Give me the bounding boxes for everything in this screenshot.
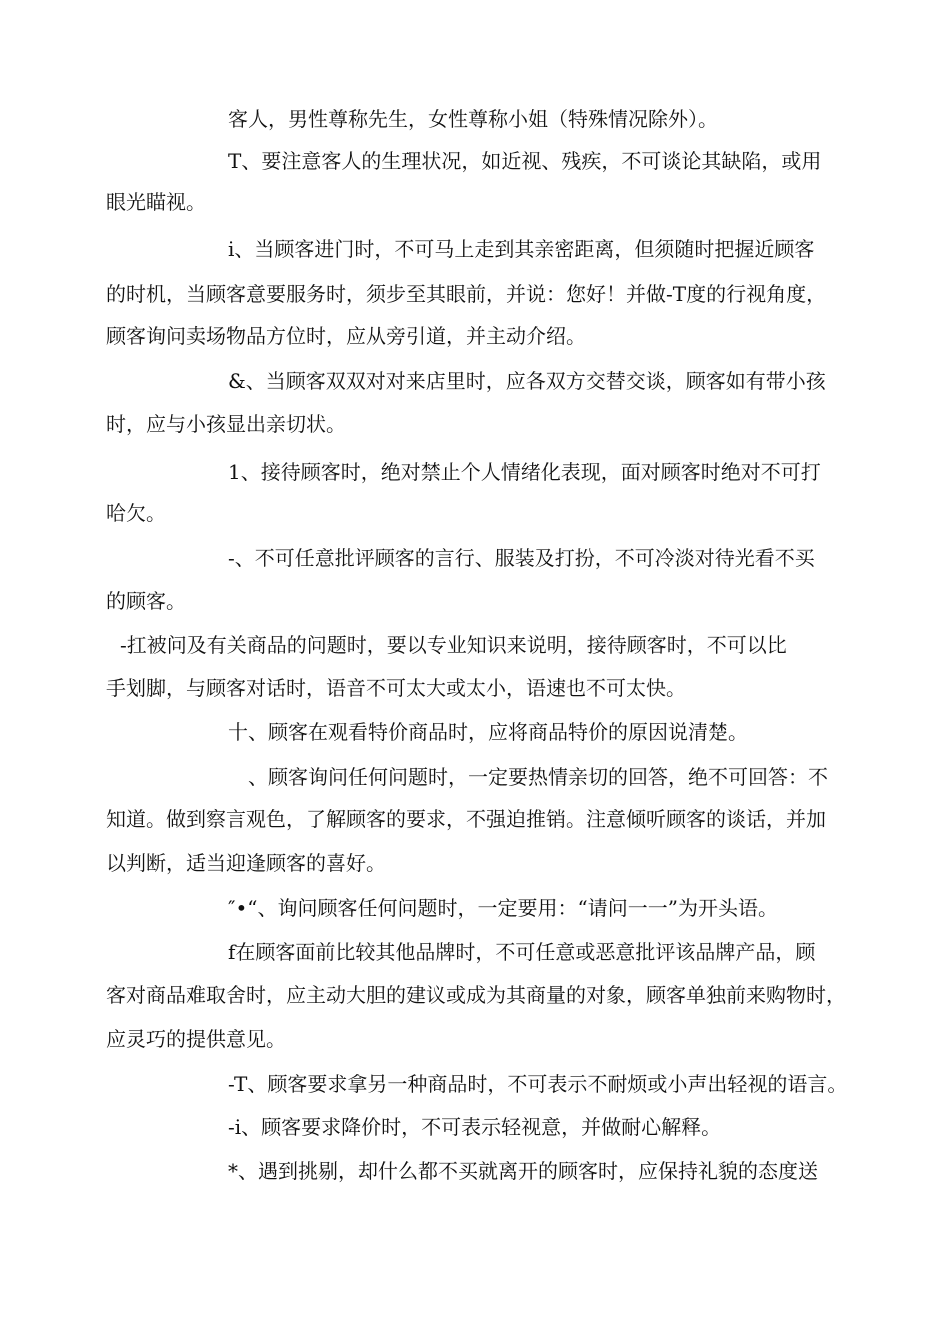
text-line: 的顾客。 — [106, 589, 186, 613]
text-line: 十、顾客在观看特价商品时，应将商品特价的原因说清楚。 — [228, 720, 748, 744]
text-line: 哈欠。 — [106, 501, 166, 525]
text-line: 知道。做到察言观色，了解顾客的要求，不强迫推销。注意倾听顾客的谈话，并加 — [106, 807, 826, 831]
text-line: *、遇到挑剔，却什么都不买就离开的顾客时，应保持礼貌的态度送 — [228, 1159, 818, 1183]
text-line: T、要注意客人的生理状况，如近视、残疾，不可谈论其缺陷，或用 — [228, 149, 822, 173]
text-line: -、不可任意批评顾客的言行、服装及打扮，不可冷淡对待光看不买 — [228, 546, 815, 570]
text-line: 客对商品难取舍时，应主动大胆的建议或成为其商量的对象，顾客单独前来购物时， — [106, 983, 846, 1007]
text-line: 、顾客询问任何问题时，一定要热情亲切的回答，绝不可回答：不 — [248, 765, 828, 789]
text-line: 客人，男性尊称先生，女性尊称小姐（特殊情况除外）。 — [228, 107, 718, 131]
text-line: -T、顾客要求拿另一种商品时，不可表示不耐烦或小声出轻视的语言。 — [228, 1072, 848, 1096]
text-line: 时，应与小孩显出亲切状。 — [106, 412, 346, 436]
text-line: ″•“、询问顾客任何问题时，一定要用：“请问一一”为开头语。 — [228, 896, 778, 920]
text-line: 应灵巧的提供意见。 — [106, 1027, 286, 1051]
text-line: 1、接待顾客时，绝对禁止个人情绪化表现，面对顾客时绝对不可打 — [228, 460, 821, 484]
text-line: 顾客询问卖场物品方位时，应从旁引道，并主动介绍。 — [106, 324, 586, 348]
text-line: -i、顾客要求降价时，不可表示轻视意，并做耐心解释。 — [228, 1115, 722, 1139]
text-line: 以判断，适当迎逢顾客的喜好。 — [106, 851, 386, 875]
text-line: 的时机，当顾客意要服务时，须步至其眼前，并说：您好！并做-T度的行视角度， — [106, 282, 827, 306]
text-line: i、当顾客进门时，不可马上走到其亲密距离，但须随时把握近顾客 — [228, 237, 815, 261]
text-line: 手划脚，与顾客对话时，语音不可太大或太小，语速也不可太快。 — [106, 676, 686, 700]
text-line: 眼光瞄视。 — [106, 190, 206, 214]
text-line: &、当顾客双双对对来店里时，应各双方交替交谈，顾客如有带小孩 — [228, 369, 826, 393]
text-line: f在顾客面前比较其他品牌时，不可任意或恶意批评该品牌产品，顾 — [228, 940, 816, 964]
text-line: -扛被问及有关商品的问题时，要以专业知识来说明，接待顾客时，不可以比 — [120, 633, 787, 657]
